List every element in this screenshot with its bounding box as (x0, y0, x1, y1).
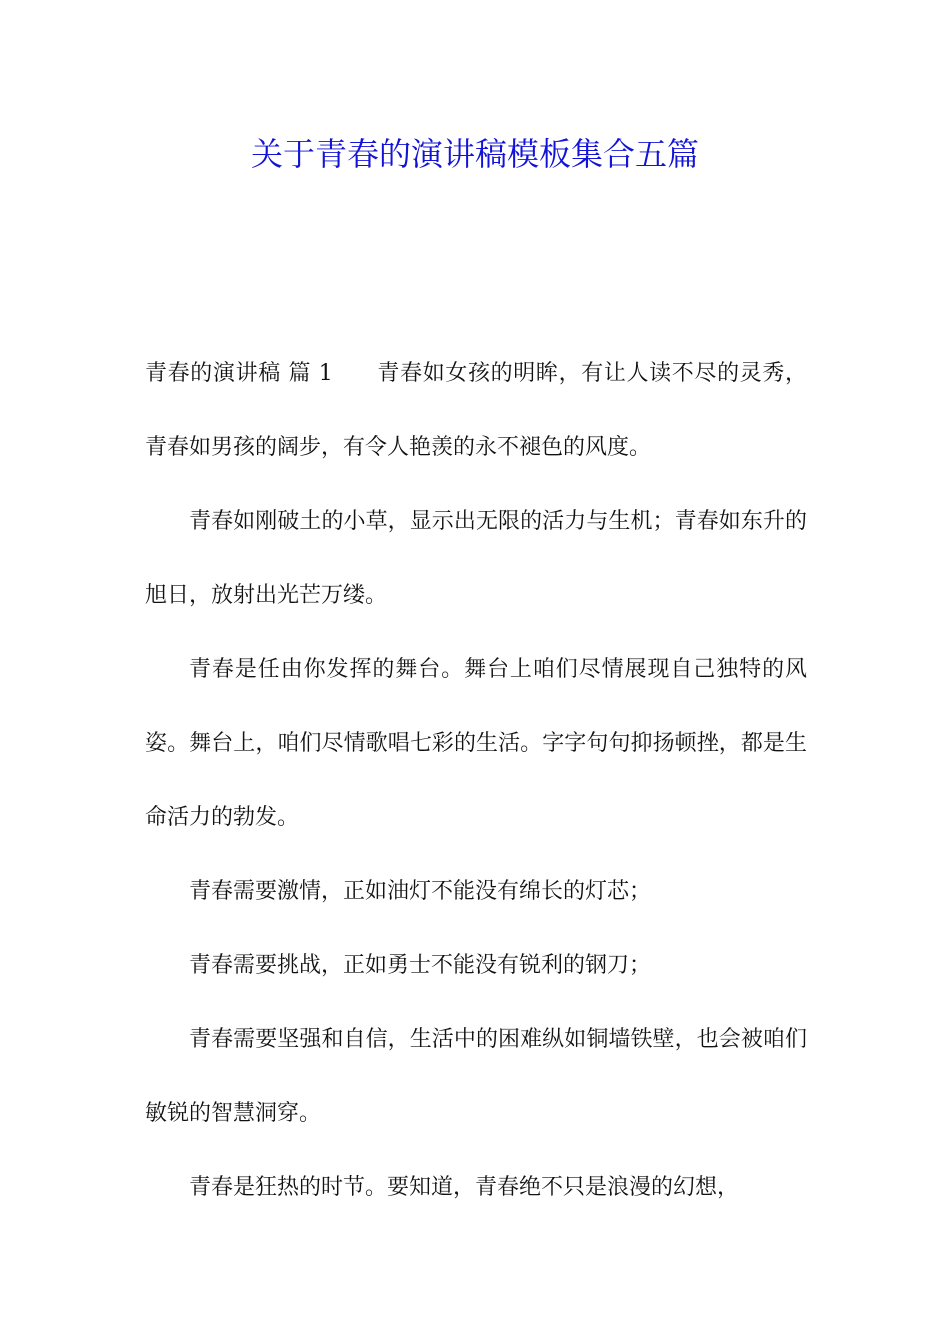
paragraph-2: 青春如刚破土的小草，显示出无限的活力与生机；青春如东升的旭日，放射出光芒万缕。 (145, 509, 807, 608)
paragraph-5: 青春需要挑战，正如勇士不能没有锐利的钢刀； (189, 953, 652, 978)
paragraph-1 (145, 337, 807, 485)
paragraph-7: 青春是狂热的时节。要知道，青春绝不只是浪漫的幻想， (189, 1175, 740, 1200)
paragraph-text: 青春如女孩的明眸，有让人读不尽的灵秀，青春如男孩的阔步，有令人艳羡的永不褪色的风度。 (145, 361, 807, 460)
paragraph-6: 青春需要坚强和自信，生活中的困难纵如铜墙铁壁，也会被咱们敏锐的智慧洞穿。 (145, 1027, 807, 1126)
paragraph-4: 青春需要激情，正如油灯不能没有绵长的灯芯； (189, 879, 652, 904)
section-heading: 青春的演讲稿 篇 1 (145, 361, 333, 386)
paragraph-3: 青春是任由你发挥的舞台。舞台上咱们尽情展现自己独特的风姿。舞台上，咱们尽情歌唱七彩的生活。字字句句抑扬顿挫，都是生命活力的勃发。 (145, 657, 807, 830)
document-title: 关于青春的演讲稿模板集合五篇 (250, 135, 699, 173)
document-body (145, 337, 807, 1225)
